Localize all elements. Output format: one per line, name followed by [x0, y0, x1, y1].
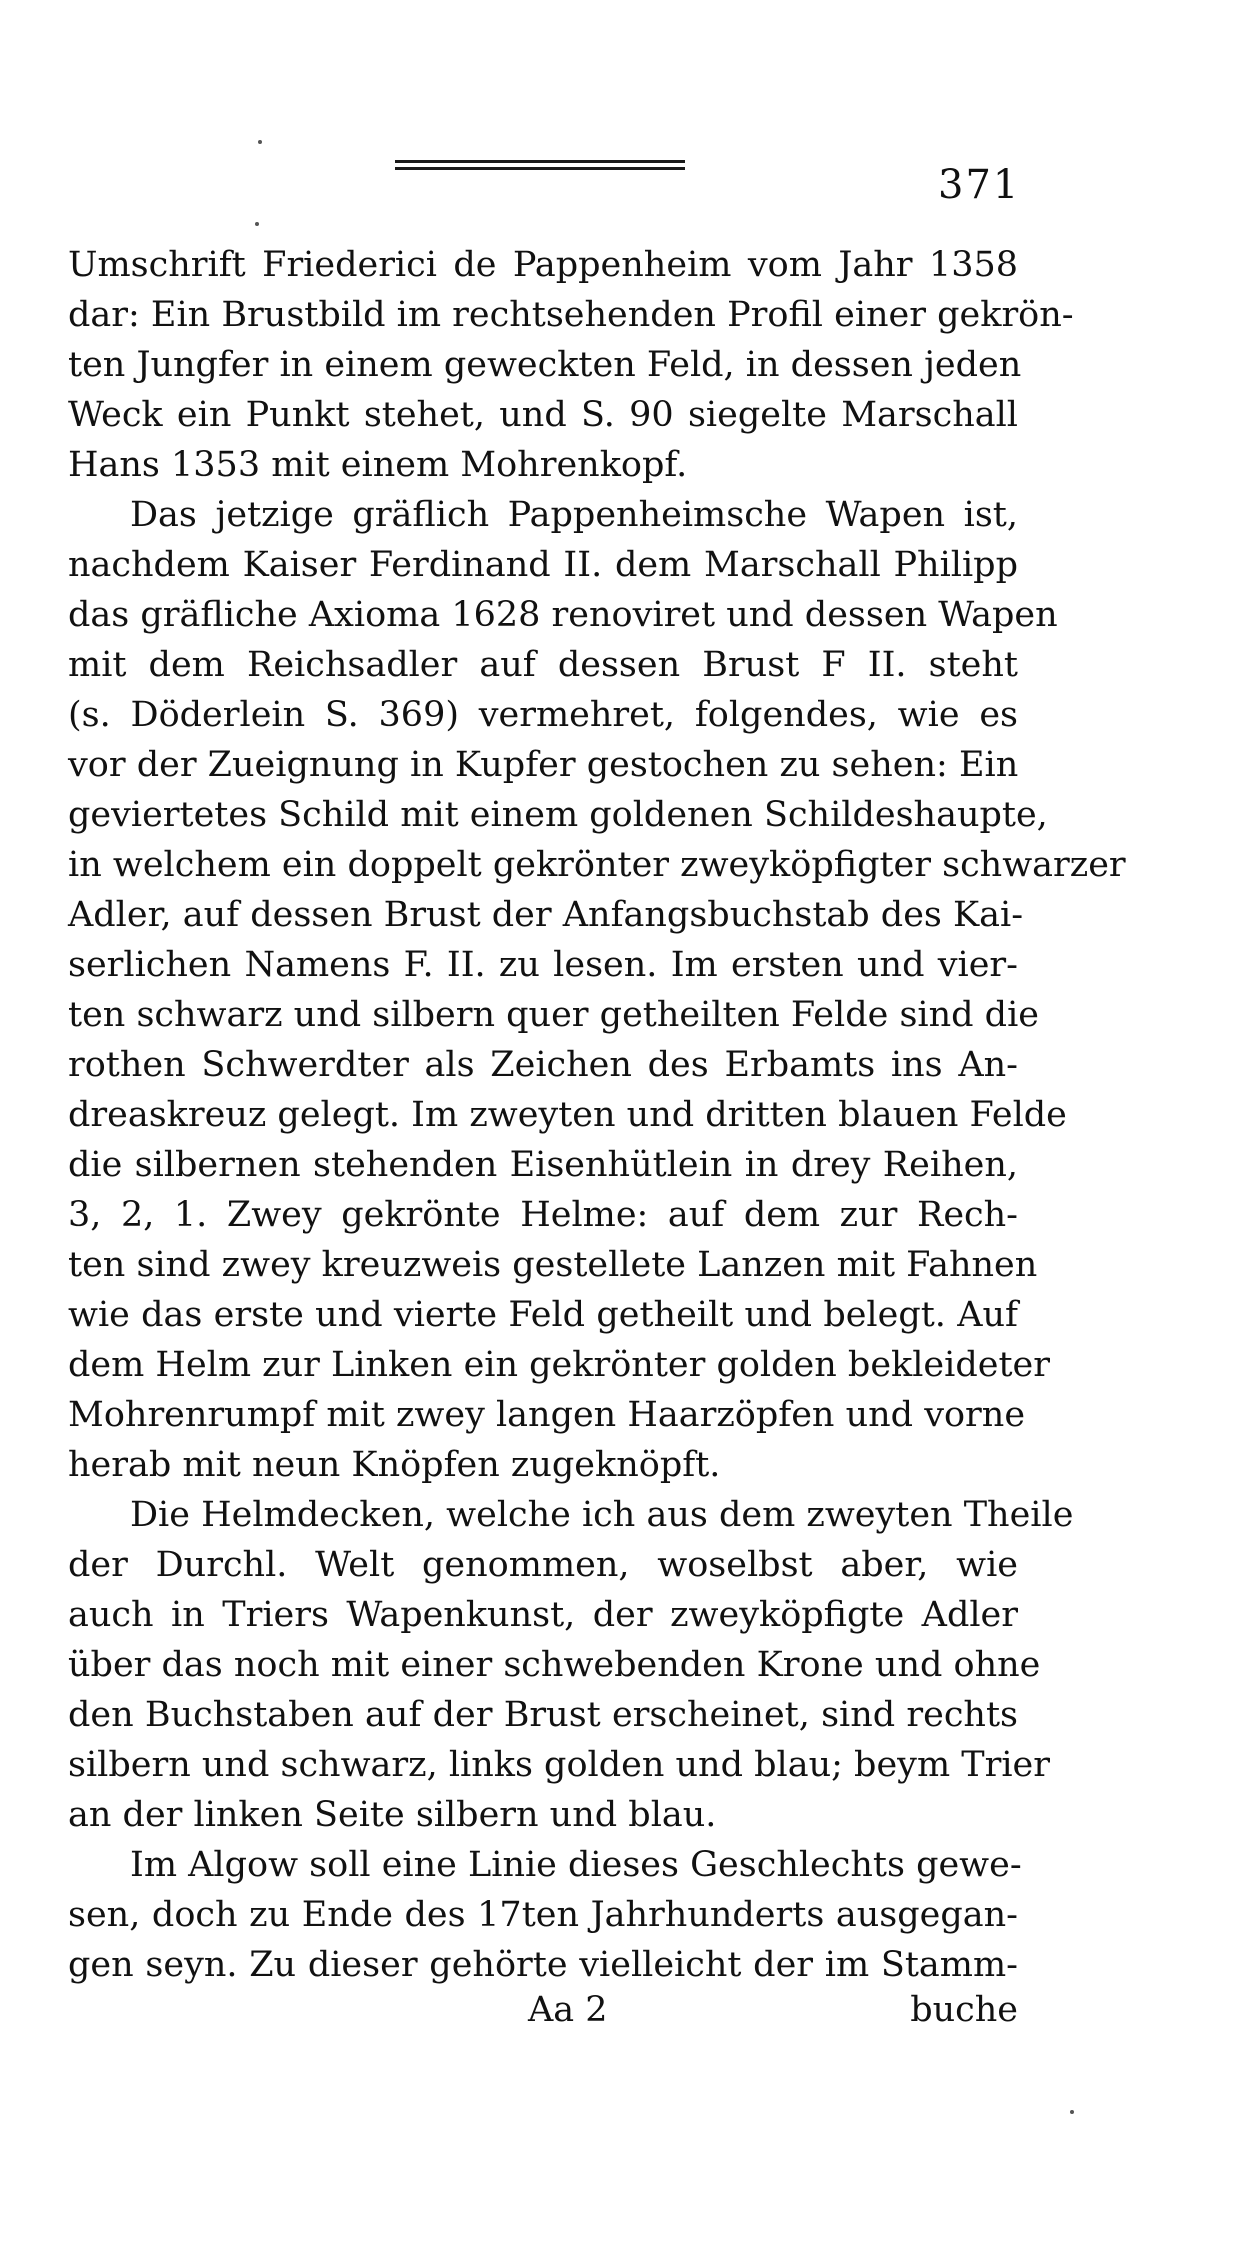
text-line: über das noch mit einer schwebenden Krone und ohne	[68, 1645, 1041, 1685]
header-rule-line	[395, 167, 685, 170]
text-line: Mohrenrumpf mit zwey langen Haarzöpfen und vorne	[68, 1395, 1026, 1435]
text-line: dar: Ein Brustbild im rechtsehenden Profil einer gekrön-	[68, 295, 1074, 335]
text-line: ten schwarz und silbern quer getheilten Felde sind die	[68, 995, 1039, 1035]
text-line: Hans 1353 mit einem Mohrenkopf.	[68, 445, 688, 485]
text-line: ten sind zwey kreuzweis gestellete Lanzen mit Fahnen	[68, 1245, 1038, 1285]
text-line: sen, doch zu Ende des 17ten Jahrhunderts ausgegan-	[68, 1895, 1018, 1935]
text-line: die silbernen stehenden Eisenhütlein in drey Reihen,	[68, 1145, 1018, 1185]
page-number: 371	[938, 162, 1021, 208]
text-line: 3, 2, 1. Zwey gekrönte Helme: auf dem zur Rech-	[68, 1195, 1018, 1235]
signature-mark: Aa 2	[528, 1990, 608, 2030]
text-line: vor der Zueignung in Kupfer gestochen zu sehen: Ein	[68, 745, 1019, 785]
text-line: der Durchl. Welt genommen, woselbst aber, wie	[68, 1545, 1018, 1585]
text-line: mit dem Reichsadler auf dessen Brust F II. steht	[68, 645, 1018, 685]
text-line: ten Jungfer in einem geweckten Feld, in dessen jeden	[68, 345, 1022, 385]
text-line: dem Helm zur Linken ein gekrönter golden bekleideter	[68, 1345, 1050, 1385]
page-footer	[68, 1985, 1018, 2035]
paper-speck	[1070, 2110, 1074, 2114]
text-line: geviertetes Schild mit einem goldenen Schildeshaupte,	[68, 795, 1048, 835]
text-line: an der linken Seite silbern und blau.	[68, 1795, 717, 1835]
text-line: Umschrift Friederici de Pappenheim vom Jahr 1358	[68, 245, 1018, 285]
text-line: Adler, auf dessen Brust der Anfangsbuchstab des Kai-	[68, 895, 1024, 935]
text-line: wie das erste und vierte Feld getheilt und belegt. Auf	[68, 1295, 1018, 1335]
paper-speck	[255, 222, 259, 226]
header-rule	[395, 160, 685, 172]
text-line: rothen Schwerdter als Zeichen des Erbamts ins An-	[68, 1045, 1018, 1085]
text-line: nachdem Kaiser Ferdinand II. dem Marschall Philipp	[68, 545, 1018, 585]
header-rule-line	[395, 160, 685, 163]
text-line: silbern und schwarz, links golden und blau; beym Trier	[68, 1745, 1050, 1785]
text-line: gen seyn. Zu dieser gehörte vielleicht der im Stamm-	[68, 1945, 1018, 1985]
text-line: den Buchstaben auf der Brust erscheinet, sind rechts	[68, 1695, 1018, 1735]
text-line: Weck ein Punkt stehet, und S. 90 siegelte Marschall	[68, 395, 1018, 435]
text-line: in welchem ein doppelt gekrönter zweyköpfigter schwarzer	[68, 845, 1126, 885]
text-line: das gräfliche Axioma 1628 renoviret und dessen Wapen	[68, 595, 1058, 635]
text-line: auch in Triers Wapenkunst, der zweyköpfigte Adler	[68, 1595, 1018, 1635]
text-line: dreaskreuz gelegt. Im zweyten und dritten blauen Felde	[68, 1095, 1067, 1135]
paper-speck	[258, 140, 262, 144]
catchword: buche	[910, 1990, 1018, 2030]
text-line: Das jetzige gräflich Pappenheimsche Wapen ist,	[130, 495, 1018, 535]
text-line: Die Helmdecken, welche ich aus dem zweyten Theile	[130, 1495, 1074, 1535]
body-text	[68, 240, 1126, 1990]
text-line: herab mit neun Knöpfen zugeknöpft.	[68, 1445, 721, 1485]
text-line: Im Algow soll eine Linie dieses Geschlechts gewe-	[130, 1845, 1022, 1885]
text-line: (s. Döderlein S. 369) vermehret, folgendes, wie es	[68, 695, 1018, 735]
text-line: serlichen Namens F. II. zu lesen. Im ersten und vier-	[68, 945, 1018, 985]
